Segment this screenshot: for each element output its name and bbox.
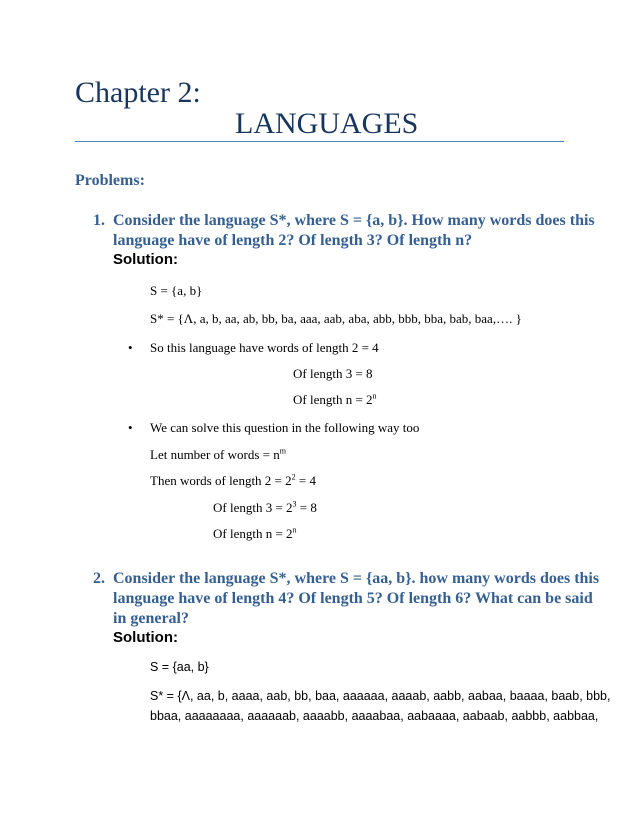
chapter-subtitle: LANGUAGES (235, 107, 419, 140)
problem-2-question-line-2: language have of length 4? Of length 5? Of length 6? What can be said (113, 590, 593, 607)
problem-2-closure-line-1: S* = {Λ, aa, b, aaaa, aab, bb, baa, aaaaaa, aaaab, aabb, aabaa, baaaa, baab, bbb, (150, 689, 611, 703)
problem-2-solution-label: Solution: (113, 629, 178, 646)
problem-1-question-line-1: Consider the language S*, where S = {a, b}. How many words does this (113, 212, 595, 229)
title-underline (75, 141, 564, 142)
problem-1-question-line-2: language have of length 2? Of length 3? Of length n? (113, 232, 473, 249)
bullet-2-marker: • (128, 420, 133, 435)
problem-2-closure-line-2: bbaa, aaaaaaaa, aaaaaab, aaaabb, aaaabaa, aabaaaa, aabaab, aabbb, aabbaa, (150, 709, 599, 723)
problem-1-number: 1. (93, 212, 105, 229)
problem-2-set-definition: S = {aa, b} (150, 660, 209, 674)
problem-1-solution-label: Solution: (113, 251, 178, 268)
problem-2-question-line-1: Consider the language S*, where S = {aa, b}. how many words does this (113, 570, 600, 587)
section-heading: Problems: (75, 172, 145, 189)
bullet-1-length-n: Of length $n = 2^n$ (293, 391, 377, 407)
bullet-2-length-3: Of length $3 = 2^3 = 8$ (213, 499, 317, 515)
problem-1-set-definition: S = {a, b} (150, 283, 203, 298)
bullet-2-let: Let number of words = $n^m$ (150, 446, 286, 462)
bullet-2-length-n: Of length $n = 2^n$ (213, 525, 297, 541)
bullet-1-length-3: Of length 3 = 8 (293, 366, 373, 381)
bullet-2-text: We can solve this question in the following way too (150, 420, 420, 435)
problem-2-question-line-3: in general? (113, 610, 189, 627)
bullet-1-marker: • (128, 340, 133, 355)
chapter-title: Chapter 2: (75, 76, 201, 109)
problem-1-closure: S* = {Λ, a, b, aa, ab, bb, ba, aaa, aab, aba, abb, bbb, bba, bab, baa,…. } (150, 311, 522, 326)
problem-2-number: 2. (93, 570, 105, 587)
bullet-2-then: Then words of length $2 = 2^2 = 4$ (150, 472, 316, 488)
bullet-1-text: So this language have words of length 2 = 4 (150, 340, 379, 355)
